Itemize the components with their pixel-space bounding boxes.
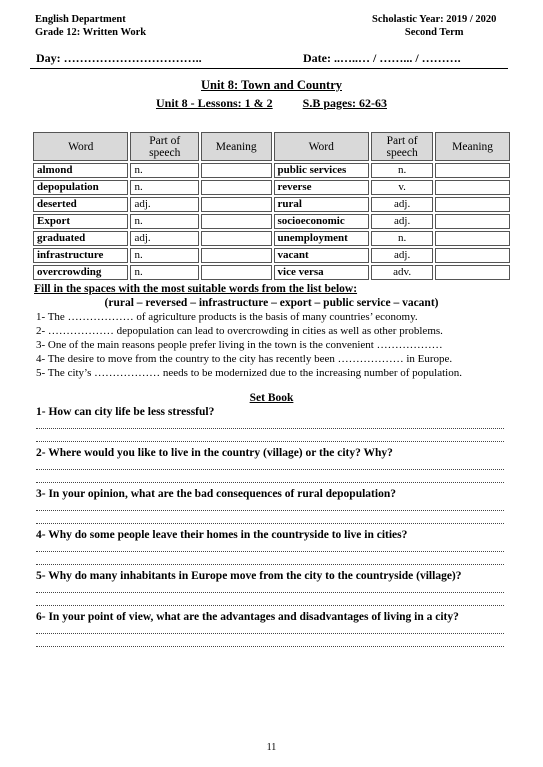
lessons-label: Unit 8 - Lessons: 1 & 2 xyxy=(155,96,273,110)
setbook-question: 4- Why do some people leave their homes in the countryside to live in cities? xyxy=(36,529,408,541)
answer-line[interactable] xyxy=(36,482,504,483)
date-field[interactable]: Date: ..…..… / ……... / ………. xyxy=(303,51,461,65)
meaning-cell[interactable] xyxy=(435,214,510,229)
meaning-cell[interactable] xyxy=(201,197,272,212)
word-cell: depopulation xyxy=(33,180,128,195)
pos-cell: adj. xyxy=(371,214,433,229)
word-cell: rural xyxy=(274,197,369,212)
pos-cell: n. xyxy=(130,180,198,195)
word-cell: vacant xyxy=(274,248,369,263)
pos-cell: n. xyxy=(130,163,198,178)
setbook-question: 5- Why do many inhabitants in Europe move from the city to the countryside (village)? xyxy=(36,570,462,582)
setbook-question: 3- In your opinion, what are the bad consequences of rural depopulation? xyxy=(36,488,396,500)
answer-line[interactable] xyxy=(36,510,504,511)
fill-instruction: Fill in the spaces with the most suitable words from the list below: xyxy=(34,283,358,295)
answer-line[interactable] xyxy=(36,551,504,552)
meaning-cell[interactable] xyxy=(201,163,272,178)
department-label: English Department xyxy=(35,14,126,25)
meaning-cell[interactable] xyxy=(201,214,272,229)
setbook-title: Set Book xyxy=(249,392,294,404)
pos-cell: n. xyxy=(371,163,433,178)
word-list: (rural – reversed – infrastructure – export – public service – vacant) xyxy=(104,297,439,309)
lessons-line xyxy=(0,96,543,111)
vocabulary-table xyxy=(31,130,512,282)
header-pos-2: Part of speech xyxy=(371,132,433,161)
meaning-cell[interactable] xyxy=(435,197,510,212)
pos-cell: n. xyxy=(130,248,198,263)
meaning-cell[interactable] xyxy=(201,265,272,280)
setbook-question: 1- How can city life be less stressful? xyxy=(36,406,215,418)
meaning-cell[interactable] xyxy=(201,231,272,246)
word-cell: overcrowding xyxy=(33,265,128,280)
word-cell: unemployment xyxy=(274,231,369,246)
header-meaning-2: Meaning xyxy=(435,132,510,161)
page-number: 11 xyxy=(266,742,277,753)
word-cell: graduated xyxy=(33,231,128,246)
day-field[interactable]: Day: …………………………….. xyxy=(36,51,202,65)
pos-cell: adv. xyxy=(371,265,433,280)
table-row xyxy=(33,197,510,212)
meaning-cell[interactable] xyxy=(435,231,510,246)
term-label: Second Term xyxy=(404,27,464,38)
meaning-cell[interactable] xyxy=(201,180,272,195)
fill-sentence: 1- The ……………… of agriculture products is the basis of many countries’ economy. xyxy=(36,311,418,323)
pos-cell: adj. xyxy=(371,197,433,212)
table-header-row xyxy=(33,132,510,161)
pos-cell: adj. xyxy=(130,231,198,246)
header-divider xyxy=(30,68,508,69)
answer-line[interactable] xyxy=(36,523,504,524)
fill-sentence: 3- One of the main reasons people prefer living in the town is the convenient ……………… xyxy=(36,339,443,351)
word-cell: reverse xyxy=(274,180,369,195)
meaning-cell[interactable] xyxy=(201,248,272,263)
fill-sentence: 5- The city’s ……………… needs to be modernized due to the increasing number of population. xyxy=(36,367,462,379)
answer-line[interactable] xyxy=(36,646,504,647)
word-cell: almond xyxy=(33,163,128,178)
header-word-1: Word xyxy=(33,132,128,161)
answer-line[interactable] xyxy=(36,441,504,442)
fill-sentence: 2- ……………… depopulation can lead to overcrowding in cities as well as other problems. xyxy=(36,325,443,337)
header-word-2: Word xyxy=(274,132,369,161)
table-row xyxy=(33,265,510,280)
word-cell: deserted xyxy=(33,197,128,212)
table-row xyxy=(33,248,510,263)
word-cell: Export xyxy=(33,214,128,229)
pos-cell: n. xyxy=(371,231,433,246)
header-right xyxy=(372,13,496,39)
pos-cell: n. xyxy=(130,214,198,229)
answer-line[interactable] xyxy=(36,564,504,565)
header-left xyxy=(35,13,146,39)
word-cell: vice versa xyxy=(274,265,369,280)
table-row xyxy=(33,231,510,246)
word-cell: public services xyxy=(274,163,369,178)
meaning-cell[interactable] xyxy=(435,248,510,263)
grade-label: Grade 12: Written Work xyxy=(35,27,147,38)
table-row xyxy=(33,180,510,195)
fill-sentence: 4- The desire to move from the country to the city has recently been ……………… in Europe. xyxy=(36,353,453,365)
pos-cell: adj. xyxy=(371,248,433,263)
answer-line[interactable] xyxy=(36,428,504,429)
setbook-question: 2- Where would you like to live in the country (village) or the city? Why? xyxy=(36,447,393,459)
word-cell: infrastructure xyxy=(33,248,128,263)
answer-line[interactable] xyxy=(36,592,504,593)
header-meaning-1: Meaning xyxy=(201,132,272,161)
meaning-cell[interactable] xyxy=(435,180,510,195)
meaning-cell[interactable] xyxy=(435,265,510,280)
pos-cell: adj. xyxy=(130,197,198,212)
word-cell: socioeconomic xyxy=(274,214,369,229)
table-row xyxy=(33,163,510,178)
answer-line[interactable] xyxy=(36,605,504,606)
pages-label: S.B pages: 62-63 xyxy=(302,96,387,110)
year-label: Scholastic Year: 2019 / 2020 xyxy=(372,14,497,25)
setbook-question: 6- In your point of view, what are the advantages and disadvantages of living in a city? xyxy=(36,611,459,623)
unit-title: Unit 8: Town and Country xyxy=(200,78,342,92)
pos-cell: v. xyxy=(371,180,433,195)
pos-cell: n. xyxy=(130,265,198,280)
table-row xyxy=(33,214,510,229)
answer-line[interactable] xyxy=(36,469,504,470)
meaning-cell[interactable] xyxy=(435,163,510,178)
answer-line[interactable] xyxy=(36,633,504,634)
header-pos-1: Part of speech xyxy=(130,132,198,161)
